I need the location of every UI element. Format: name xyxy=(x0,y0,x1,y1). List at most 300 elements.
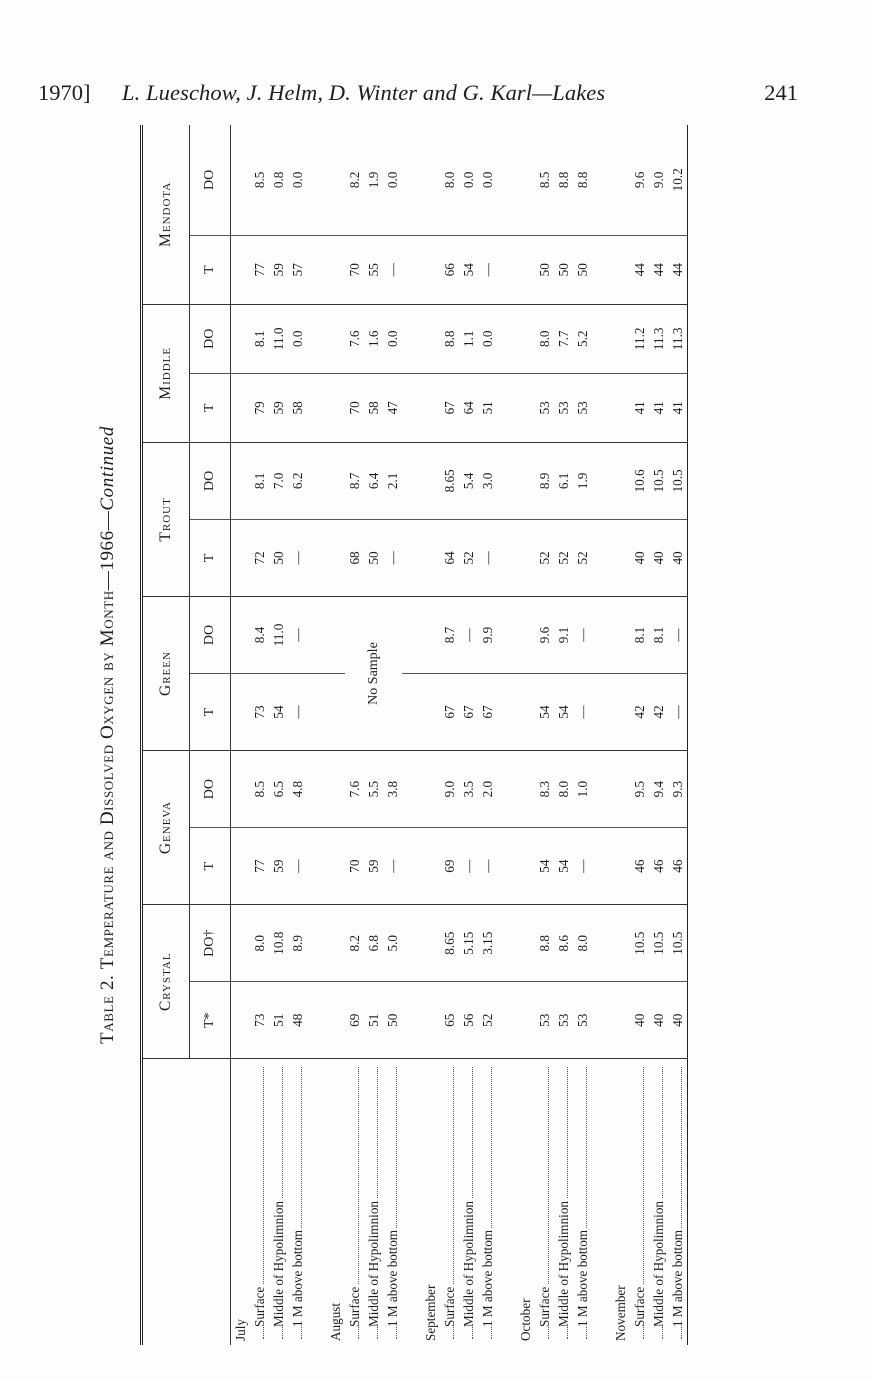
value-cell: 59 xyxy=(269,235,288,304)
col-header-t: T* xyxy=(190,982,231,1059)
value-cell: 10.5 xyxy=(630,905,649,982)
empty-cell xyxy=(611,304,630,373)
col-header-do: DO xyxy=(190,596,231,673)
value-cell: 73 xyxy=(250,982,269,1059)
value-cell: 42 xyxy=(630,674,649,751)
value-cell: 0.0 xyxy=(288,125,307,235)
value-cell: 3.5 xyxy=(459,751,478,828)
value-cell: 44 xyxy=(630,235,649,304)
value-cell: 8.5 xyxy=(535,125,554,235)
row-label: Surface xyxy=(347,1286,362,1327)
spacer-cell xyxy=(497,125,516,235)
empty-cell xyxy=(516,751,535,828)
value-cell: 9.6 xyxy=(535,596,554,673)
value-cell: 55 xyxy=(364,235,383,304)
lake-header-green: Green xyxy=(142,596,190,750)
table-caption xyxy=(88,125,128,1345)
spacer-cell xyxy=(307,442,326,519)
value-cell: 41 xyxy=(649,373,668,442)
value-cell: 3.15 xyxy=(478,905,497,982)
value-cell: 67 xyxy=(459,674,478,751)
empty-cell xyxy=(231,828,251,905)
spacer-cell xyxy=(402,751,421,828)
value-cell: 3.8 xyxy=(383,751,402,828)
value-cell: — xyxy=(288,828,307,905)
spacer-cell xyxy=(402,519,421,596)
value-cell: — xyxy=(288,674,307,751)
value-cell: 46 xyxy=(649,828,668,905)
value-cell: 40 xyxy=(649,982,668,1059)
value-cell: 3.0 xyxy=(478,442,497,519)
row-label-cell xyxy=(288,1059,307,1345)
spacer-cell xyxy=(497,828,516,905)
spacer-row xyxy=(592,125,611,1345)
empty-cell xyxy=(516,125,535,235)
table-row xyxy=(554,125,573,1345)
value-cell: 6.8 xyxy=(364,905,383,982)
empty-cell xyxy=(326,235,345,304)
empty-cell xyxy=(516,596,535,673)
spacer-cell xyxy=(402,905,421,982)
row-label-cell xyxy=(269,1059,288,1345)
col-header-do: DO xyxy=(190,125,231,235)
value-cell: 8.4 xyxy=(250,596,269,673)
value-cell: 11.3 xyxy=(668,304,688,373)
row-label: Middle of Hypolimnion xyxy=(556,1200,571,1327)
value-cell: 46 xyxy=(630,828,649,905)
row-label: 1 M above bottom xyxy=(385,1229,400,1327)
value-cell: 46 xyxy=(668,828,688,905)
value-cell: 40 xyxy=(630,982,649,1059)
value-cell: 59 xyxy=(269,828,288,905)
row-label: Middle of Hypolimnion xyxy=(651,1200,666,1327)
value-cell: 11.0 xyxy=(269,596,288,673)
spacer-cell xyxy=(592,1059,611,1345)
empty-cell xyxy=(326,596,345,673)
value-cell: 50 xyxy=(573,235,592,304)
value-cell: 1.1 xyxy=(459,304,478,373)
month-row xyxy=(516,125,535,1345)
empty-cell xyxy=(611,596,630,673)
value-cell: 9.6 xyxy=(630,125,649,235)
value-cell: 53 xyxy=(535,373,554,442)
value-cell: 8.2 xyxy=(345,905,364,982)
value-cell: 5.0 xyxy=(383,905,402,982)
value-cell: 6.1 xyxy=(554,442,573,519)
table-row xyxy=(250,125,269,1345)
value-cell: 65 xyxy=(440,982,459,1059)
spacer-cell xyxy=(402,982,421,1059)
value-cell: — xyxy=(573,674,592,751)
value-cell: 5.2 xyxy=(573,304,592,373)
table-row xyxy=(649,125,668,1345)
empty-cell xyxy=(516,304,535,373)
row-label: Middle of Hypolimnion xyxy=(271,1200,286,1327)
value-cell: 8.2 xyxy=(345,125,364,235)
value-cell: — xyxy=(383,235,402,304)
spacer-cell xyxy=(307,373,326,442)
spacer-cell xyxy=(592,235,611,304)
table-row xyxy=(440,125,459,1345)
empty-cell xyxy=(326,905,345,982)
value-cell: 44 xyxy=(668,235,688,304)
value-cell: — xyxy=(288,519,307,596)
value-cell: 5.5 xyxy=(364,751,383,828)
value-cell: 8.5 xyxy=(250,125,269,235)
spacer-cell xyxy=(402,828,421,905)
row-label-cell xyxy=(250,1059,269,1345)
empty-cell xyxy=(421,235,440,304)
value-cell: 50 xyxy=(535,235,554,304)
value-cell: — xyxy=(668,596,688,673)
value-cell: 48 xyxy=(288,982,307,1059)
value-cell: 8.65 xyxy=(440,442,459,519)
empty-cell xyxy=(231,235,251,304)
empty-cell xyxy=(611,751,630,828)
value-cell: 77 xyxy=(250,828,269,905)
value-cell: 41 xyxy=(668,373,688,442)
col-header-do: DO xyxy=(190,442,231,519)
empty-cell xyxy=(231,905,251,982)
table-row xyxy=(535,125,554,1345)
col-header-t: T xyxy=(190,373,231,442)
value-cell: 10.5 xyxy=(668,905,688,982)
spacer-cell xyxy=(402,235,421,304)
value-cell: 7.7 xyxy=(554,304,573,373)
month-row xyxy=(421,125,440,1345)
value-cell: 64 xyxy=(459,373,478,442)
empty-cell xyxy=(611,905,630,982)
value-cell: 54 xyxy=(459,235,478,304)
row-label: Middle of Hypolimnion xyxy=(366,1200,381,1327)
value-cell: 10.5 xyxy=(649,442,668,519)
value-cell: 54 xyxy=(535,828,554,905)
empty-cell xyxy=(231,442,251,519)
empty-cell xyxy=(421,373,440,442)
value-cell: 53 xyxy=(573,982,592,1059)
value-cell: 8.1 xyxy=(250,442,269,519)
value-cell: — xyxy=(478,235,497,304)
empty-cell xyxy=(611,125,630,235)
value-cell: 1.9 xyxy=(364,125,383,235)
col-header-do: DO xyxy=(190,751,231,828)
empty-cell xyxy=(231,674,251,751)
value-cell: — xyxy=(478,828,497,905)
value-cell: 5.15 xyxy=(459,905,478,982)
month-label: October xyxy=(518,1298,533,1341)
value-cell: 77 xyxy=(250,235,269,304)
value-cell: 40 xyxy=(668,982,688,1059)
empty-cell xyxy=(231,304,251,373)
empty-cell xyxy=(421,674,440,751)
spacer-cell xyxy=(497,674,516,751)
value-cell: 9.4 xyxy=(649,751,668,828)
spacer-row xyxy=(497,125,516,1345)
row-label: Middle of Hypolimnion xyxy=(461,1200,476,1327)
empty-cell xyxy=(611,828,630,905)
value-cell: 0.8 xyxy=(269,125,288,235)
value-cell: 59 xyxy=(364,828,383,905)
page-number: 241 xyxy=(764,80,798,105)
value-cell: 7.6 xyxy=(345,304,364,373)
spacer-cell xyxy=(307,235,326,304)
value-cell: 8.7 xyxy=(440,596,459,673)
spacer-cell xyxy=(592,905,611,982)
value-cell: 11.2 xyxy=(630,304,649,373)
value-cell: 58 xyxy=(364,373,383,442)
value-cell: 69 xyxy=(440,828,459,905)
value-cell: 40 xyxy=(649,519,668,596)
value-cell: 67 xyxy=(478,674,497,751)
empty-cell xyxy=(611,519,630,596)
row-label-cell xyxy=(440,1059,459,1345)
empty-cell xyxy=(516,519,535,596)
value-cell: 8.6 xyxy=(554,905,573,982)
empty-cell xyxy=(231,751,251,828)
lake-header-middle: Middle xyxy=(142,304,190,442)
value-cell: 68 xyxy=(345,519,364,596)
value-cell: 52 xyxy=(554,519,573,596)
empty-cell xyxy=(326,373,345,442)
empty-cell xyxy=(516,674,535,751)
spacer-cell xyxy=(402,1059,421,1345)
spacer-cell xyxy=(592,125,611,235)
empty-cell xyxy=(231,596,251,673)
table-row xyxy=(288,125,307,1345)
col-header-t: T xyxy=(190,235,231,304)
spacer-cell xyxy=(497,519,516,596)
value-cell: 54 xyxy=(269,674,288,751)
empty-cell xyxy=(516,442,535,519)
month-label: July xyxy=(233,1319,248,1341)
value-cell: 70 xyxy=(345,828,364,905)
stub-header xyxy=(142,1059,190,1345)
empty-cell xyxy=(326,751,345,828)
value-cell: 58 xyxy=(288,373,307,442)
value-cell: 8.7 xyxy=(345,442,364,519)
month-row xyxy=(326,125,345,1345)
empty-cell xyxy=(421,442,440,519)
value-cell: 10.2 xyxy=(668,125,688,235)
value-cell: 8.9 xyxy=(535,442,554,519)
value-cell: 0.0 xyxy=(383,125,402,235)
value-cell: 8.8 xyxy=(573,125,592,235)
month-label: September xyxy=(423,1284,438,1341)
value-cell: 1.6 xyxy=(364,304,383,373)
value-cell: 9.3 xyxy=(668,751,688,828)
empty-cell xyxy=(421,905,440,982)
value-cell: — xyxy=(459,828,478,905)
spacer-cell xyxy=(592,304,611,373)
value-cell: 67 xyxy=(440,373,459,442)
value-cell: 8.9 xyxy=(288,905,307,982)
value-cell: — xyxy=(459,596,478,673)
value-cell: 53 xyxy=(554,982,573,1059)
empty-cell xyxy=(326,519,345,596)
table-row xyxy=(668,125,688,1345)
value-cell: — xyxy=(288,596,307,673)
value-cell: 10.5 xyxy=(649,905,668,982)
empty-cell xyxy=(421,751,440,828)
value-cell: 52 xyxy=(573,519,592,596)
row-label-cell xyxy=(383,1059,402,1345)
value-cell: 40 xyxy=(668,519,688,596)
value-cell: 9.5 xyxy=(630,751,649,828)
row-label-cell xyxy=(649,1059,668,1345)
empty-cell xyxy=(326,674,345,751)
row-label: 1 M above bottom xyxy=(480,1229,495,1327)
row-label: 1 M above bottom xyxy=(290,1229,305,1327)
value-cell: 8.1 xyxy=(630,596,649,673)
value-cell: 11.0 xyxy=(269,304,288,373)
lake-header-trout: Trout xyxy=(142,442,190,596)
empty-cell xyxy=(231,373,251,442)
table-row xyxy=(269,125,288,1345)
spacer-cell xyxy=(402,674,421,751)
value-cell: 1.0 xyxy=(573,751,592,828)
row-label-cell xyxy=(573,1059,592,1345)
spacer-cell xyxy=(497,442,516,519)
value-cell: 52 xyxy=(478,982,497,1059)
value-cell: 79 xyxy=(250,373,269,442)
value-cell: 9.0 xyxy=(440,751,459,828)
spacer-cell xyxy=(402,442,421,519)
empty-cell xyxy=(516,905,535,982)
spacer-cell xyxy=(592,751,611,828)
running-head-authors: L. Lueschow, J. Helm, D. Winter and G. Karl—Lakes xyxy=(122,80,606,105)
value-cell: 50 xyxy=(364,519,383,596)
month-label: August xyxy=(328,1302,343,1341)
value-cell: 8.0 xyxy=(554,751,573,828)
value-cell: 70 xyxy=(345,235,364,304)
row-label: 1 M above bottom xyxy=(670,1229,685,1327)
value-cell: 47 xyxy=(383,373,402,442)
value-cell: 8.8 xyxy=(440,304,459,373)
table-title: Temperature and Dissolved Oxygen by Month—1966— xyxy=(97,510,118,970)
value-cell: 56 xyxy=(459,982,478,1059)
col-header-t: T xyxy=(190,828,231,905)
value-cell: 42 xyxy=(649,674,668,751)
value-cell: 69 xyxy=(345,982,364,1059)
value-cell: 5.4 xyxy=(459,442,478,519)
stub-subheader xyxy=(190,1059,231,1345)
table-continued: Continued xyxy=(97,426,118,511)
value-cell: 8.65 xyxy=(440,905,459,982)
value-cell: 57 xyxy=(288,235,307,304)
value-cell: 7.0 xyxy=(269,442,288,519)
spacer-cell xyxy=(497,1059,516,1345)
value-cell: — xyxy=(478,519,497,596)
empty-cell xyxy=(326,442,345,519)
spacer-cell xyxy=(592,519,611,596)
table-row xyxy=(630,125,649,1345)
value-cell: 0.0 xyxy=(288,304,307,373)
value-cell: 8.5 xyxy=(250,751,269,828)
value-cell: 8.8 xyxy=(535,905,554,982)
empty-cell xyxy=(611,373,630,442)
running-head-year: 1970] xyxy=(38,80,91,105)
value-cell: 6.4 xyxy=(364,442,383,519)
value-cell: 73 xyxy=(250,674,269,751)
value-cell: 6.2 xyxy=(288,442,307,519)
value-cell: — xyxy=(668,674,688,751)
value-cell: 52 xyxy=(535,519,554,596)
value-cell: — xyxy=(573,828,592,905)
row-label: Surface xyxy=(252,1286,267,1327)
spacer-cell xyxy=(497,982,516,1059)
empty-cell xyxy=(421,828,440,905)
spacer-row xyxy=(307,125,326,1345)
value-cell: 51 xyxy=(364,982,383,1059)
empty-cell xyxy=(231,982,251,1059)
value-cell: 51 xyxy=(269,982,288,1059)
empty-cell xyxy=(326,828,345,905)
empty-cell xyxy=(421,982,440,1059)
row-label: Surface xyxy=(442,1286,457,1327)
value-cell: 2.0 xyxy=(478,751,497,828)
table-row xyxy=(573,125,592,1345)
col-header-do: DO xyxy=(190,304,231,373)
empty-cell xyxy=(611,674,630,751)
value-cell: 8.1 xyxy=(250,304,269,373)
empty-cell xyxy=(421,304,440,373)
row-label-cell xyxy=(459,1059,478,1345)
spacer-cell xyxy=(307,1059,326,1345)
col-header-t: T xyxy=(190,519,231,596)
lake-header-crystal: Crystal xyxy=(142,905,190,1059)
spacer-cell xyxy=(497,596,516,673)
lake-header-geneva: Geneva xyxy=(142,751,190,905)
value-cell: 7.6 xyxy=(345,751,364,828)
row-label-cell xyxy=(668,1059,688,1345)
value-cell: 54 xyxy=(554,828,573,905)
empty-cell xyxy=(231,519,251,596)
running-head xyxy=(38,76,798,110)
value-cell: 2.1 xyxy=(383,442,402,519)
value-cell: 10.8 xyxy=(269,905,288,982)
row-label-cell xyxy=(478,1059,497,1345)
spacer-cell xyxy=(592,982,611,1059)
row-label-cell xyxy=(630,1059,649,1345)
spacer-cell xyxy=(307,905,326,982)
spacer-cell xyxy=(402,304,421,373)
spacer-cell xyxy=(307,674,326,751)
month-row xyxy=(231,125,251,1345)
empty-cell xyxy=(611,982,630,1059)
value-cell: 53 xyxy=(535,982,554,1059)
value-cell: 8.8 xyxy=(554,125,573,235)
value-cell: 66 xyxy=(440,235,459,304)
empty-cell xyxy=(516,373,535,442)
value-cell: 9.9 xyxy=(478,596,497,673)
empty-cell xyxy=(516,982,535,1059)
value-cell: — xyxy=(383,519,402,596)
value-cell: 72 xyxy=(250,519,269,596)
spacer-cell xyxy=(307,828,326,905)
value-cell: 9.0 xyxy=(649,125,668,235)
value-cell: 40 xyxy=(630,519,649,596)
value-cell: 8.3 xyxy=(535,751,554,828)
value-cell: 8.0 xyxy=(440,125,459,235)
value-cell: 70 xyxy=(345,373,364,442)
month-row xyxy=(611,125,630,1345)
table-row xyxy=(459,125,478,1345)
spacer-cell xyxy=(307,982,326,1059)
value-cell: 54 xyxy=(554,674,573,751)
empty-cell xyxy=(421,125,440,235)
table-row xyxy=(478,125,497,1345)
value-cell: 8.1 xyxy=(649,596,668,673)
